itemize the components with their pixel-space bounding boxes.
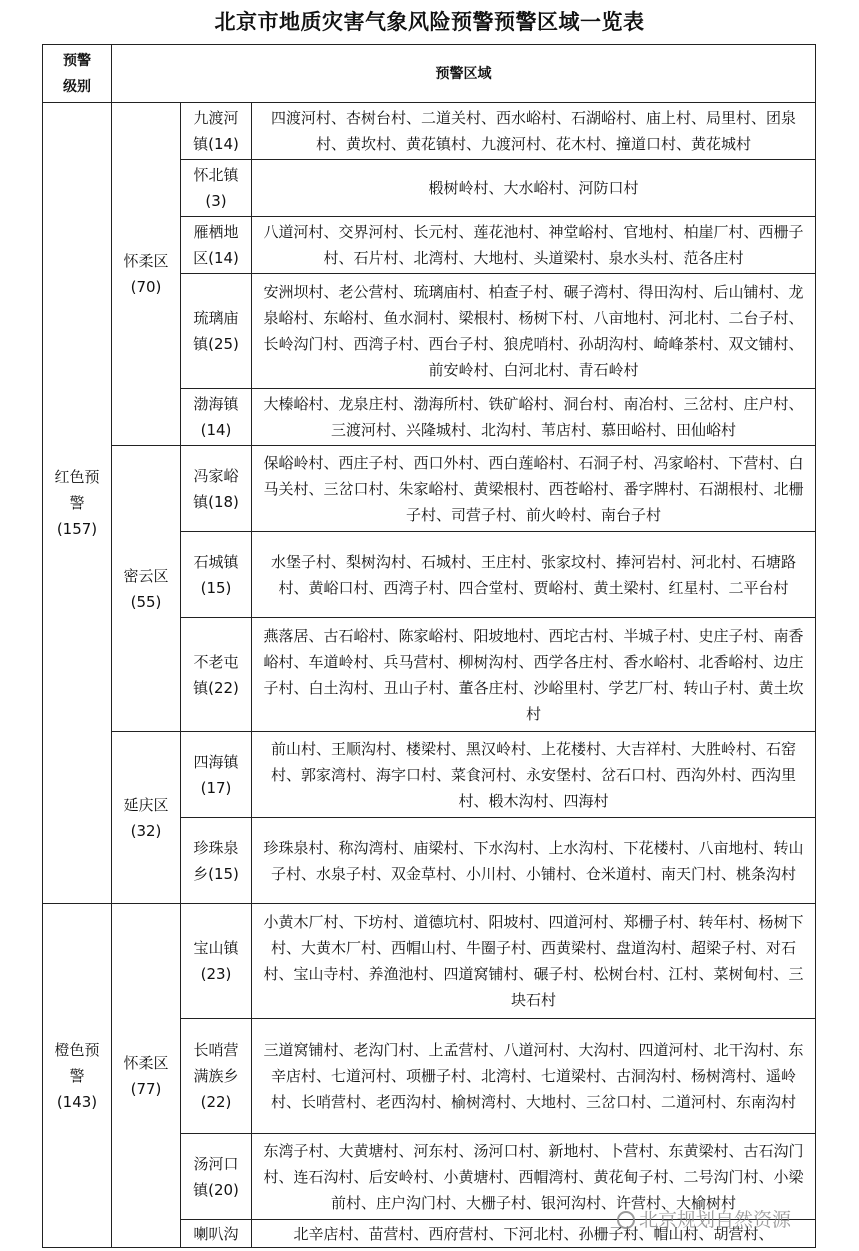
header-level-cell: 预警 级别 (43, 45, 112, 103)
district-miyun-cell: 密云区 (55) (112, 446, 181, 732)
warning-area-table (42, 44, 816, 1248)
district-yanqing-cell: 延庆区 (32) (112, 732, 181, 904)
area-list-cell: 北辛店村、苗营村、西府营村、下河北村、孙栅子村、帽山村、胡营村、 (252, 1220, 816, 1248)
town-cell: 渤海镇 (14) (181, 389, 252, 446)
area-list-cell: 三道窝铺村、老沟门村、上孟营村、八道河村、大沟村、四道河村、北干沟村、东辛店村、七道河村、项栅子村、北湾村、七道梁村、古洞沟村、杨树湾村、遥岭村、长哨营村、老西沟村、榆树湾村、大地村、三岔口村、二道河村、东南沟村 (252, 1019, 816, 1134)
town-cell: 雁栖地 区(14) (181, 217, 252, 274)
town-cell: 九渡河 镇(14) (181, 103, 252, 160)
table-row (43, 732, 816, 818)
watermark-text: 北京规划自然资源 (639, 1209, 792, 1231)
area-list-cell: 前山村、王顺沟村、楼梁村、黑汉岭村、上花楼村、大吉祥村、大胜岭村、石窑村、郭家湾村、海字口村、菜食河村、永安堡村、岔石口村、西沟外村、西沟里村、椴木沟村、四海村 (252, 732, 816, 818)
area-list-cell: 安洲坝村、老公营村、琉璃庙村、柏查子村、碾子湾村、得田沟村、后山铺村、龙泉峪村、东峪村、鱼水洞村、梁根村、杨树下村、八亩地村、河北村、二台子村、长岭沟门村、西湾子村、西台子村、狼虎哨村、孙胡沟村、崎峰茶村、双文铺村、前安岭村、白河北村、青石岭村 (252, 274, 816, 389)
town-cell: 长哨营 满族乡 (22) (181, 1019, 252, 1134)
table-row (43, 103, 816, 160)
town-cell: 琉璃庙 镇(25) (181, 274, 252, 389)
district-huairou-orange-cell: 怀柔区 (77) (112, 904, 181, 1248)
level-orange-cell: 橙色预 警 (143) (43, 904, 112, 1248)
town-cell: 怀北镇 (3) (181, 160, 252, 217)
camera-icon (617, 1211, 635, 1229)
level-red-cell: 红色预 警 (157) (43, 103, 112, 904)
area-list-cell: 保峪岭村、西庄子村、西口外村、西白莲峪村、石洞子村、冯家峪村、下营村、白马关村、三岔口村、朱家峪村、黄梁根村、西苍峪村、番字牌村、石湖根村、北栅子村、司营子村、前火岭村、南台子村 (252, 446, 816, 532)
town-cell: 宝山镇 (23) (181, 904, 252, 1019)
table-header-row (43, 45, 816, 103)
table-row (43, 904, 816, 1019)
area-list-cell: 燕落居、古石峪村、陈家峪村、阳坡地村、西坨古村、半城子村、史庄子村、南香峪村、车道岭村、兵马营村、柳树沟村、西学各庄村、香水峪村、北香峪村、边庄子村、白土沟村、丑山子村、董各庄村、沙峪里村、学艺厂村、转山子村、黄土坎村 (252, 618, 816, 732)
table-row (43, 446, 816, 532)
town-cell: 冯家峪 镇(18) (181, 446, 252, 532)
town-cell: 石城镇 (15) (181, 532, 252, 618)
area-list-cell: 珍珠泉村、称沟湾村、庙梁村、下水沟村、上水沟村、下花楼村、八亩地村、转山子村、水泉子村、双金草村、小川村、小铺村、仓米道村、南天门村、桃条沟村 (252, 818, 816, 904)
area-list-cell: 小黄木厂村、下坊村、道德坑村、阳坡村、四道河村、郑栅子村、转年村、杨树下村、大黄木厂村、西帽山村、牛圈子村、西黄梁村、盘道沟村、超梁子村、对石村、宝山寺村、养渔池村、四道窝铺村、碾子村、松树台村、江村、菜树甸村、三块石村 (252, 904, 816, 1019)
area-list-cell: 四渡河村、杏树台村、二道关村、西水峪村、石湖峪村、庙上村、局里村、团泉村、黄坎村、黄花镇村、九渡河村、花木村、撞道口村、黄花城村 (252, 103, 816, 160)
area-list-cell: 水堡子村、梨树沟村、石城村、王庄村、张家坟村、捧河岩村、河北村、石塘路村、黄峪口村、西湾子村、四合堂村、贾峪村、黄土梁村、红星村、二平台村 (252, 532, 816, 618)
area-list-cell: 八道河村、交界河村、长元村、莲花池村、神堂峪村、官地村、柏崖厂村、西栅子村、石片村、北湾村、大地村、头道梁村、泉水头村、范各庄村 (252, 217, 816, 274)
area-list-cell: 大榛峪村、龙泉庄村、渤海所村、铁矿峪村、洞台村、南冶村、三岔村、庄户村、三渡河村、兴隆城村、北沟村、苇店村、慕田峪村、田仙峪村 (252, 389, 816, 446)
town-cell: 四海镇 (17) (181, 732, 252, 818)
town-cell: 珍珠泉 乡(15) (181, 818, 252, 904)
area-list-cell: 椴树岭村、大水峪村、河防口村 (252, 160, 816, 217)
district-huairou-red-cell: 怀柔区 (70) (112, 103, 181, 446)
header-area-cell: 预警区域 (112, 45, 816, 103)
watermark (617, 1205, 849, 1235)
town-cell: 喇叭沟 (181, 1220, 252, 1248)
town-cell: 汤河口 镇(20) (181, 1134, 252, 1220)
page-title: 北京市地质灾害气象风险预警预警区域一览表 (214, 10, 645, 34)
area-list-cell: 东湾子村、大黄塘村、河东村、汤河口村、新地村、卜营村、东黄梁村、古石沟门村、连石沟村、后安岭村、小黄塘村、西帽湾村、黄花甸子村、二号沟门村、小梁前村、庄户沟门村、大栅子村、银河沟村、许营村、大榆树村 (252, 1134, 816, 1220)
town-cell: 不老屯 镇(22) (181, 618, 252, 732)
